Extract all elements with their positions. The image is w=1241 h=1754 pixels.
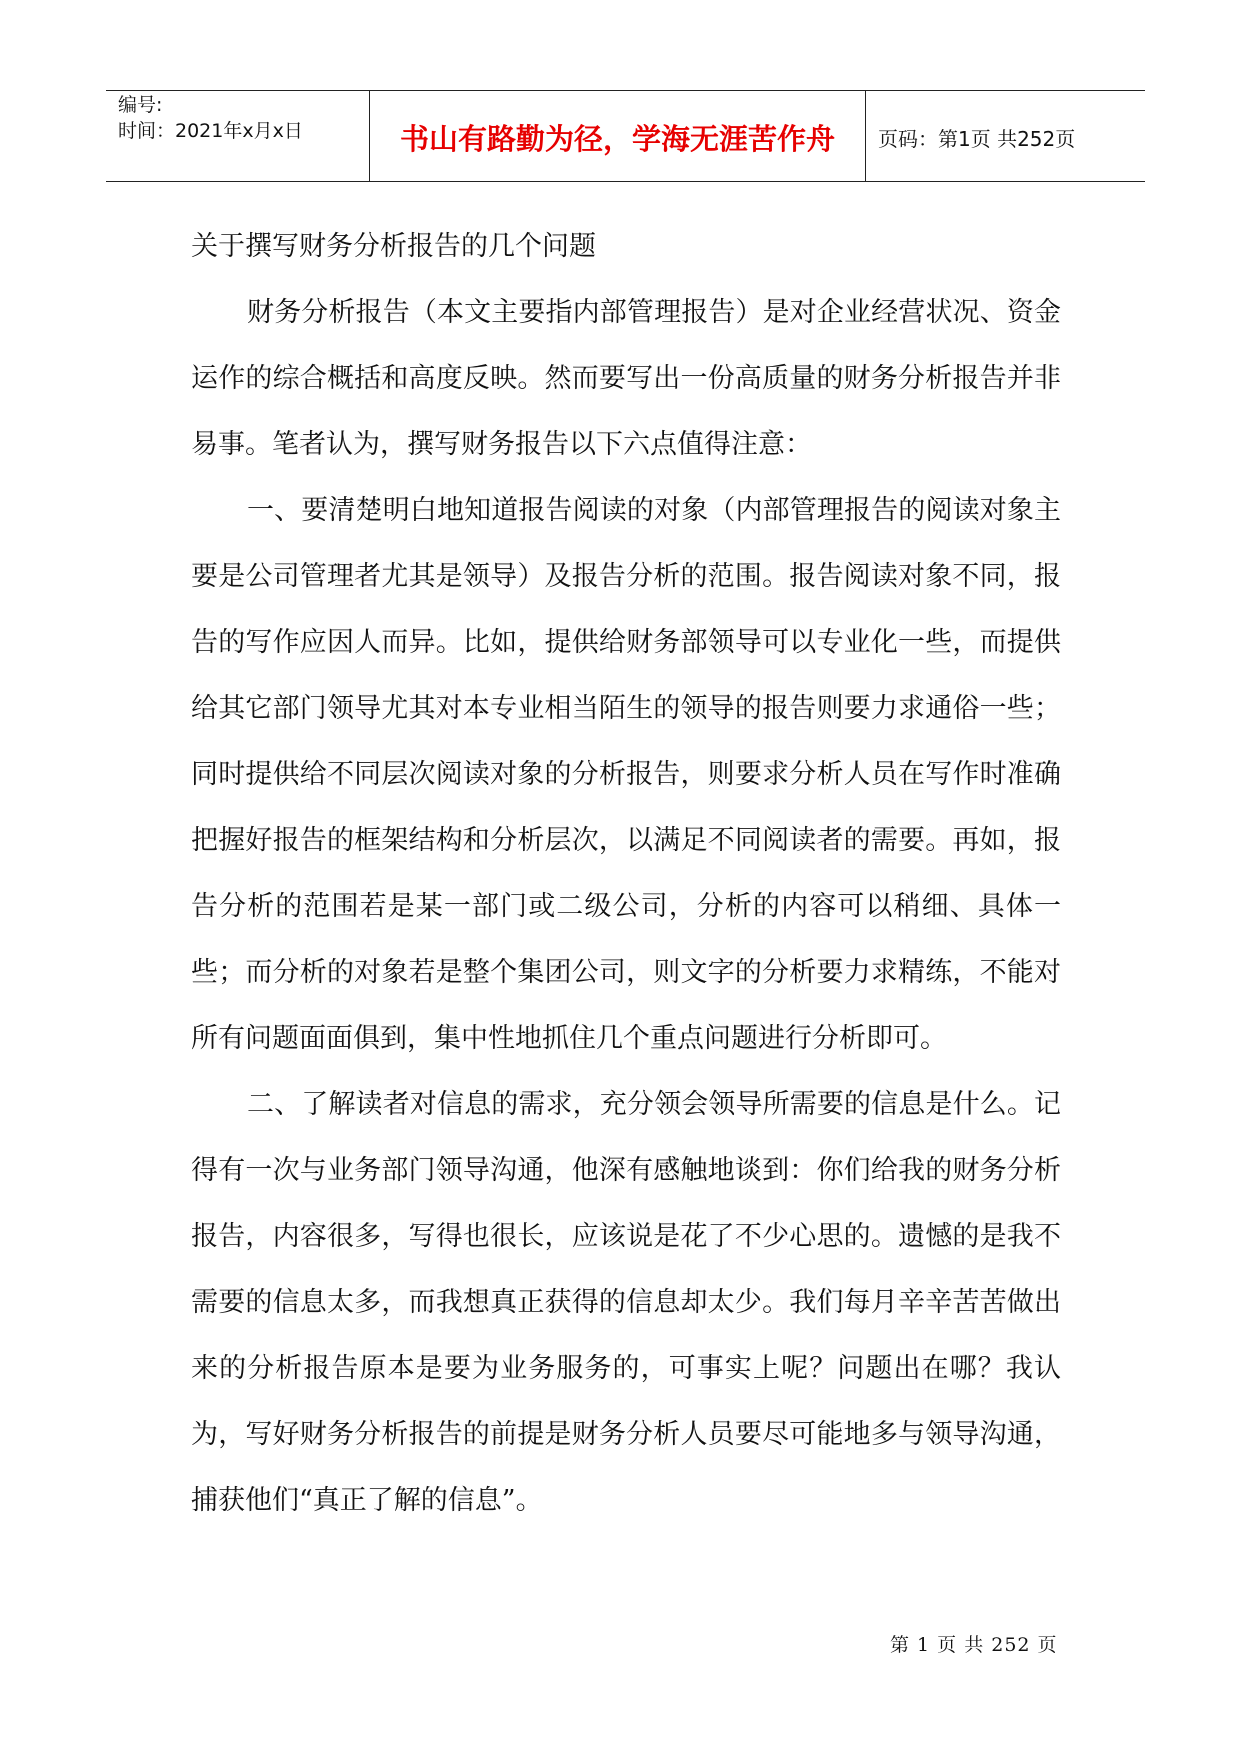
document-title: 关于撰写财务分析报告的几个问题 [191,231,596,262]
paragraph-point-one: 一、要清楚明白地知道报告阅读的对象（内部管理报告的阅读对象主要是公司管理者尤其是领导）及报告分析的范围。报告阅读对象不同，报告的写作应因人而异。比如，提供给财务部领导可以专业化一些，而提供给其它部门领导尤其对本专业相当陌生的领导的报告则要力求通俗一些；同时提供给不同层次阅读对象的分析报告，则要求分析人员在写作时准确把握好报告的框架结构和分析层次，以满足不同阅读者的需要。再如，报告分析的范围若是某一部门或二级公司，分析的内容可以稍细、具体一些；而分析的对象若是整个集团公司，则文字的分析要力求精练，不能对所有问题面面俱到，集中性地抓住几个重点问题进行分析即可。 [191,495,1061,1054]
header-motto-cell [370,91,866,181]
header-meta-cell [106,91,370,181]
document-body [191,214,1061,1534]
header-page-cell [866,91,1145,181]
document-header [106,90,1145,182]
document-number-label: 编号: [118,94,163,116]
paragraph-intro: 财务分析报告（本文主要指内部管理报告）是对企业经营状况、资金运作的综合概括和高度反映。然而要写出一份高质量的财务分析报告并非易事。笔者认为，撰写财务报告以下六点值得注意： [191,297,1061,460]
header-page-code: 页码：第1页 共252页 [878,127,1076,151]
document-time-label: 时间：2021年x月x日 [118,120,303,142]
paragraph-point-two: 二、了解读者对信息的需求，充分领会领导所需要的信息是什么。记得有一次与业务部门领导沟通，他深有感触地谈到：你们给我的财务分析报告，内容很多，写得也很长，应该说是花了不少心思的。遗憾的是我不需要的信息太多，而我想真正获得的信息却太少。我们每月辛辛苦苦做出来的分析报告原本是要为业务服务的，可事实上呢？问题出在哪？我认为，写好财务分析报告的前提是财务分析人员要尽可能地多与领导沟通，捕获他们“真正了解的信息”。 [191,1089,1061,1516]
header-motto: 书山有路勤为径，学海无涯苦作舟 [399,122,835,156]
page-footer: 第 1 页 共 252 页 [890,1634,1058,1656]
